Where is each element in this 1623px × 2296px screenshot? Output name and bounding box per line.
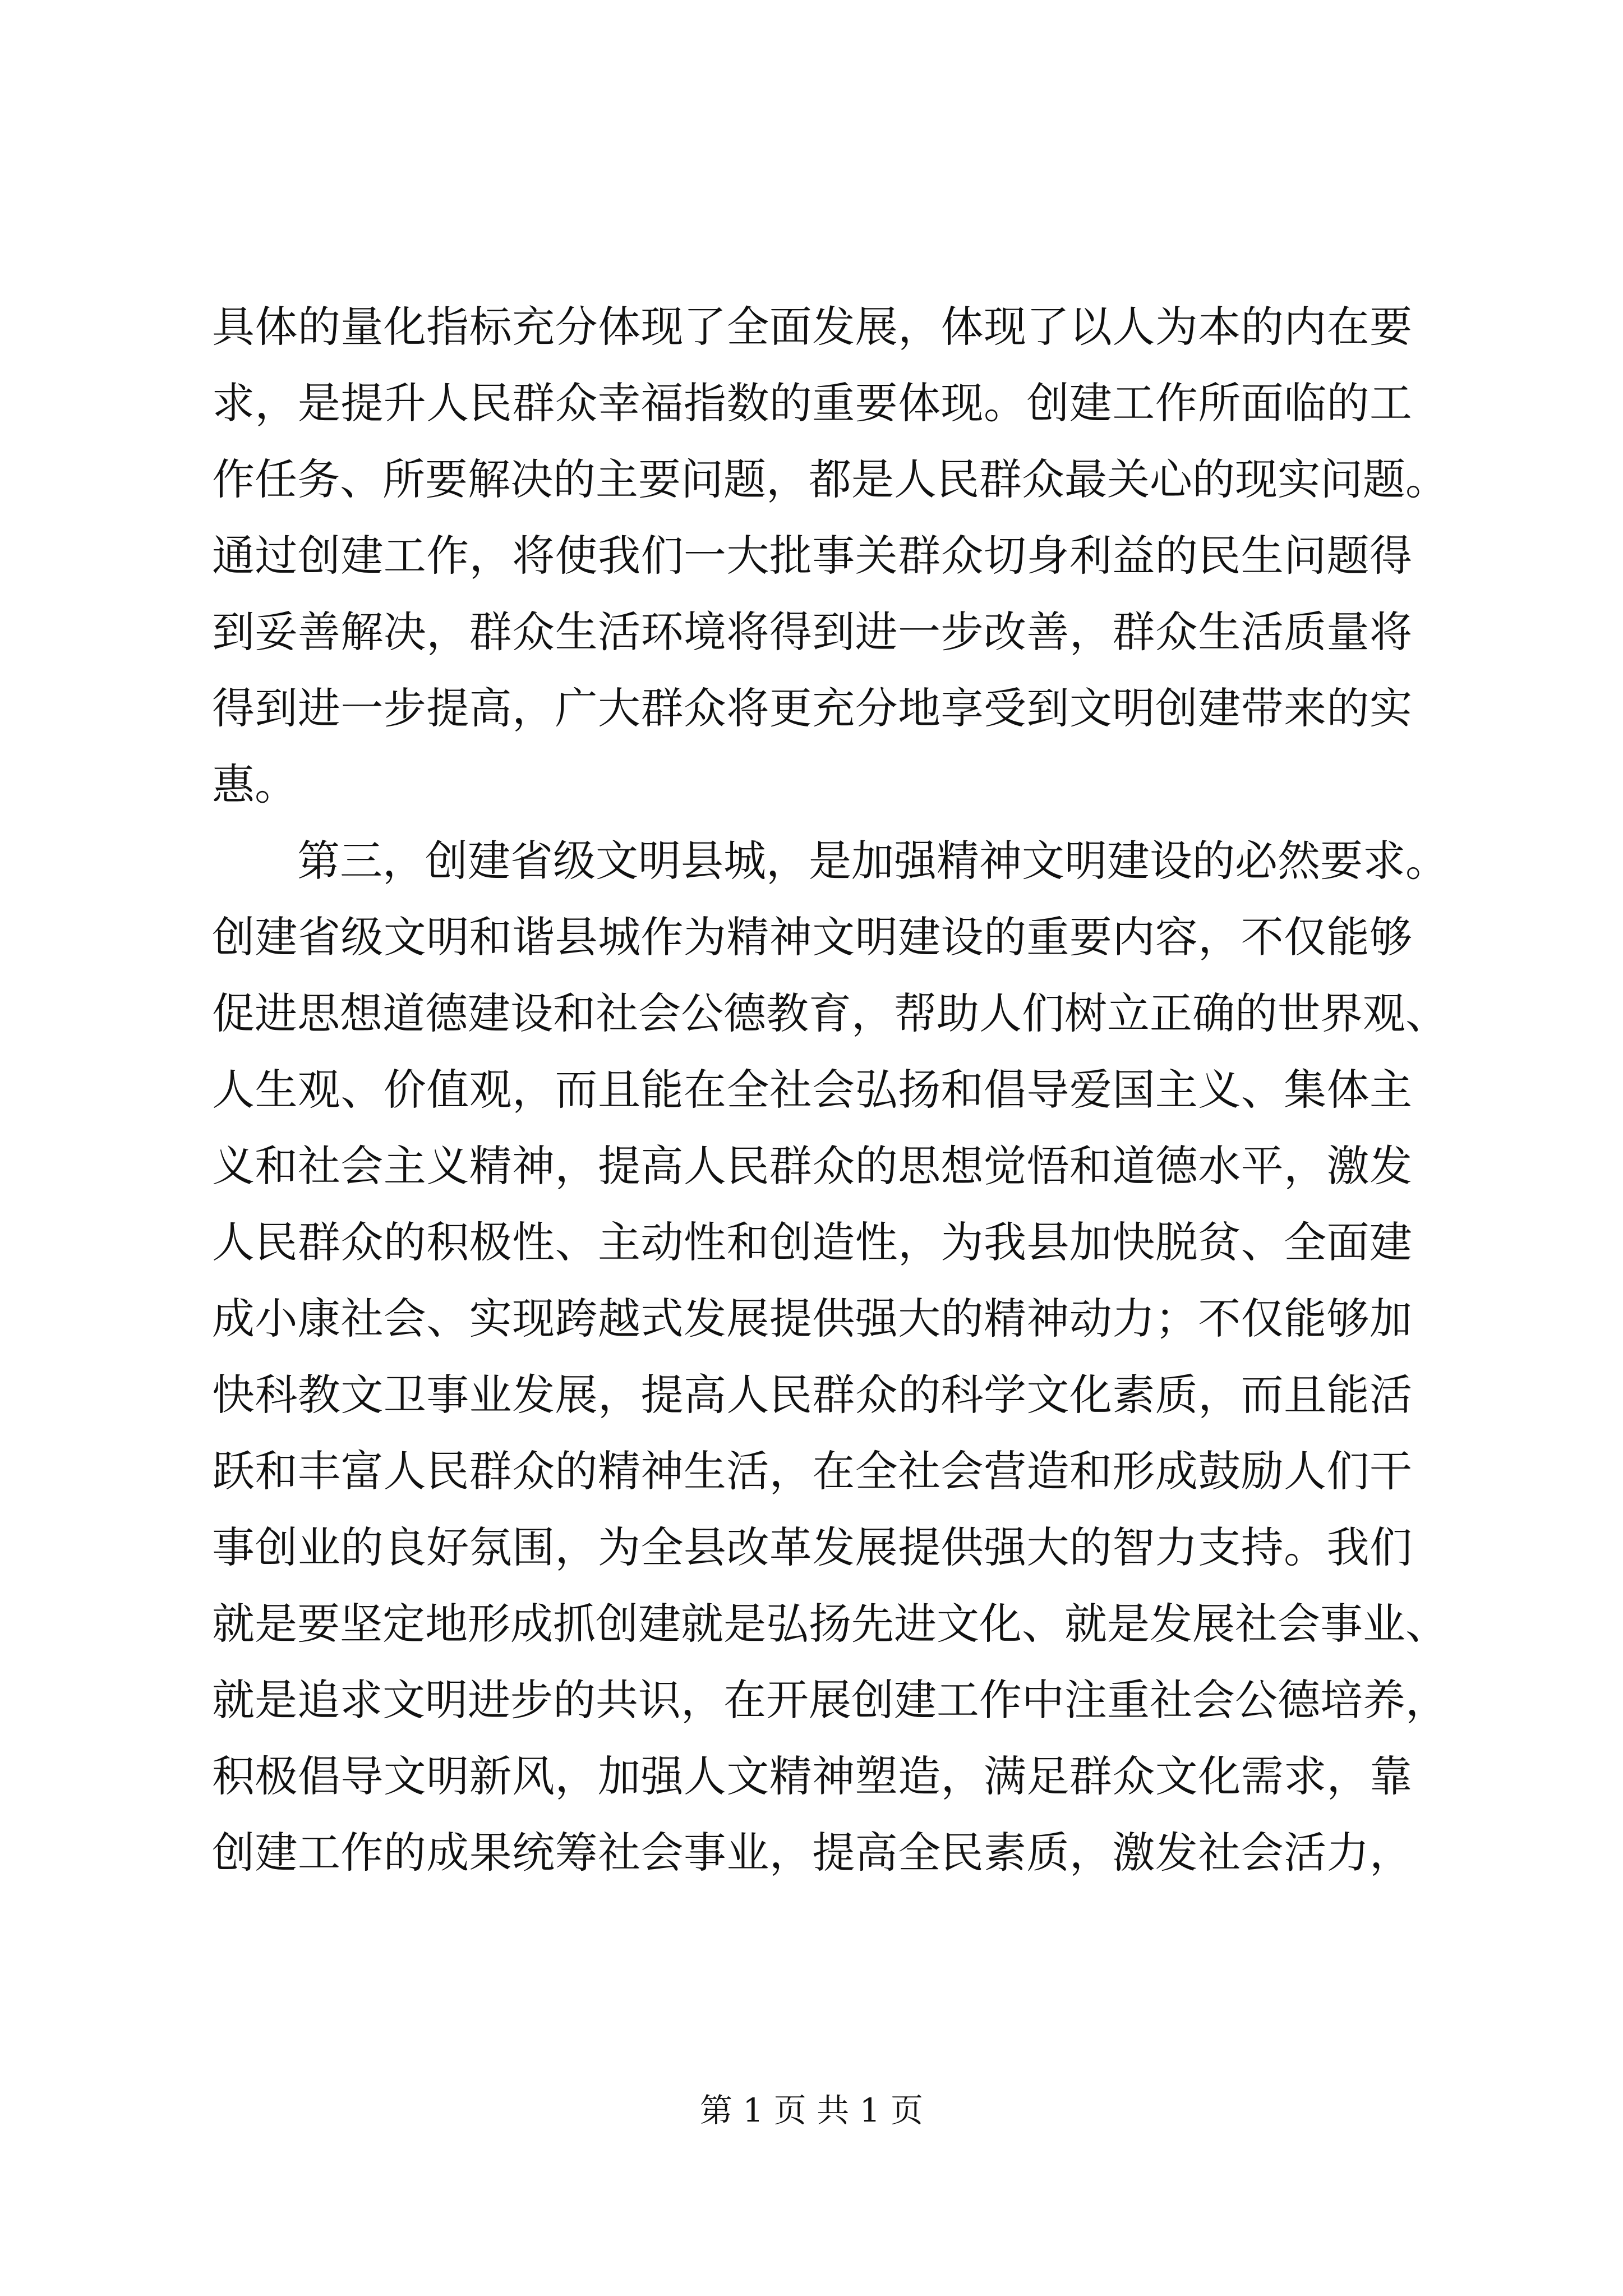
text-line: 通过创建工作，将使我们一大批事关群众切身利益的民生问题得 xyxy=(212,531,1412,581)
text-line: 作任务、所要解决的主要问题，都是人民群众最关心的现实问题。 xyxy=(212,454,1448,504)
text-line: 具体的量化指标充分体现了全面发展，体现了以人为本的内在要 xyxy=(212,302,1412,352)
text-line: 事创业的良好氛围，为全县改革发展提供强大的智力支持。我们 xyxy=(212,1522,1412,1572)
paragraph-first-line: 第三，创建省级文明县城，是加强精神文明建设的必然要求。 xyxy=(297,836,1448,886)
text-line: 积极倡导文明新风，加强人文精神塑造，满足群众文化需求，靠 xyxy=(212,1751,1412,1801)
text-line: 义和社会主义精神，提高人民群众的思想觉悟和道德水平，激发 xyxy=(212,1141,1412,1191)
text-line: 促进思想道德建设和社会公德教育，帮助人们树立正确的世界观、 xyxy=(212,988,1448,1038)
text-line: 求，是提升人民群众幸福指数的重要体现。创建工作所面临的工 xyxy=(212,378,1412,428)
text-line: 人生观、价值观，而且能在全社会弘扬和倡导爱国主义、集体主 xyxy=(212,1065,1412,1115)
text-line: 惠。 xyxy=(212,760,297,809)
text-line: 创建工作的成果统筹社会事业，提高全民素质，激发社会活力， xyxy=(212,1828,1412,1878)
text-line: 就是要坚定地形成抓创建就是弘扬先进文化、就是发展社会事业、 xyxy=(212,1599,1448,1649)
text-line: 就是追求文明进步的共识，在开展创建工作中注重社会公德培养， xyxy=(212,1675,1448,1725)
text-line: 成小康社会、实现跨越式发展提供强大的精神动力；不仅能够加 xyxy=(212,1294,1412,1343)
text-line: 人民群众的积极性、主动性和创造性，为我县加快脱贫、全面建 xyxy=(212,1217,1412,1267)
text-line: 得到进一步提高，广大群众将更充分地享受到文明创建带来的实 xyxy=(212,683,1412,733)
text-line: 跃和丰富人民群众的精神生活，在全社会营造和形成鼓励人们干 xyxy=(212,1446,1412,1496)
text-line: 到妥善解决，群众生活环境将得到进一步改善，群众生活质量将 xyxy=(212,607,1412,657)
body-text xyxy=(212,289,1448,1891)
text-line: 创建省级文明和谐县城作为精神文明建设的重要内容，不仅能够 xyxy=(212,912,1412,962)
text-line: 快科教文卫事业发展，提高人民群众的科学文化素质，而且能活 xyxy=(212,1370,1412,1420)
page-number-footer: 第 1 页 共 1 页 xyxy=(700,2091,923,2129)
